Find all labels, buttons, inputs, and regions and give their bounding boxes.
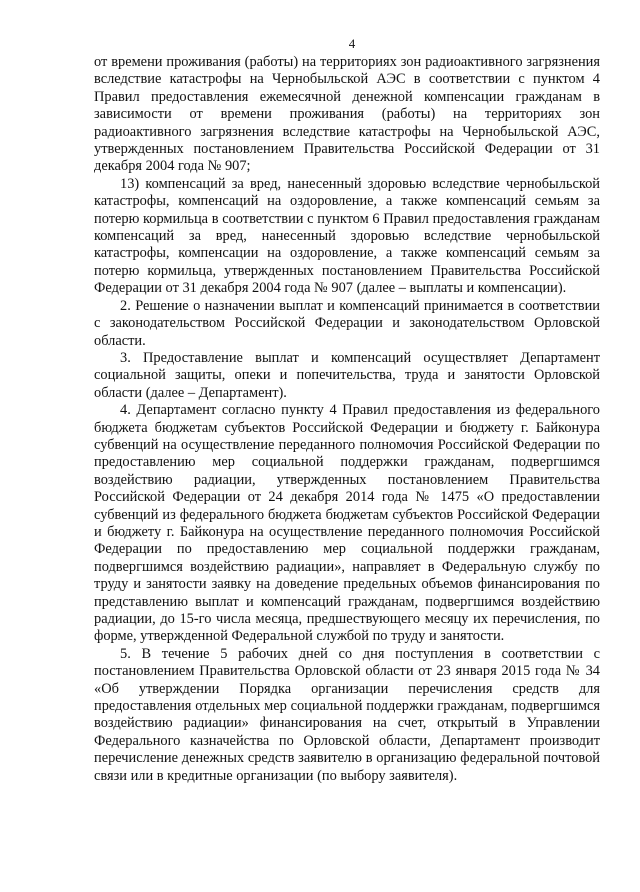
paragraph-section-3: 3. Предоставление выплат и компенсаций осуществляет Департамент социальной защиты, опеки и попечительства, труда и занятости Орловской области (далее – Департамент). [94, 349, 600, 401]
paragraph-section-4: 4. Департамент согласно пункту 4 Правил предоставления из федерального бюджета бюджетам субъектов Российской Федерации и бюджету г. Байконура субвенций на осуществление переданного полномочия Российской Федерации по предоставлению мер социальной поддержки гражданам, подвергшимся воздействию радиации, утвержденных постановлением Правительства Российской Федерации от 24 декабря 2014 года № 1475 «О предоставлении субвенций из федерального бюджета бюджетам субъектов Российской Федерации и бюджету г. Байконура на осуществление переданного полномочия Российской Федерации по предоставлению мер социальной поддержки гражданам, подвергшимся воздействию радиации», направляет в Федеральную службу по труду и занятости заявку на доведение предельных объемов финансирования по представлению выплат и компенсаций гражданам, подвергшимся воздействию радиации, до 15-го числа месяца, предшествующего месяцу их перечисления, по форме, утвержденной Федеральной службой по труду и занятости. [94, 402, 600, 645]
paragraph-section-5: 5. В течение 5 рабочих дней со дня поступления в соответствии с постановлением Правительства Орловской области от 23 января 2015 года № 34 «Об утверждении Порядка организации перечисления средств для предоставления отдельных мер социальной поддержки гражданам, подвергшимся воздействию радиации» финансирования на счет, открытый в Управлении Федерального казначейства по Орловской области, Департамент производит перечисление денежных средств заявителю в организацию федеральной почтовой связи или в кредитные организации (по выбору заявителя). [94, 645, 600, 784]
page-number: 4 [348, 36, 356, 51]
paragraph-continuation: от времени проживания (работы) на территориях зон радиоактивного загрязнения вследствие катастрофы на Чернобыльской АЭС в соответствии с пунктом 4 Правил предоставления ежемесячной денежной компенсации гражданам в зависимости от времени проживания (работы) на территориях зон радиоактивного загрязнения вследствие катастрофы на Чернобыльской АЭС, утвержденных постановлением Правительства Российской Федерации от 31 декабря 2004 года № 907; [94, 54, 600, 175]
paragraph-section-2: 2. Решение о назначении выплат и компенсаций принимается в соответствии с законодательством Российской Федерации и законодательством Орловской области. [94, 297, 600, 349]
paragraph-item-13: 13) компенсаций за вред, нанесенный здоровью вследствие чернобыльской катастрофы, компенсаций на оздоровление, а также компенсаций семьям за потерю кормильца в соответствии с пунктом 6 Правил предоставления гражданам компенсаций за вред, нанесенный здоровью вследствие чернобыльской катастрофы, компенсации на оздоровление, а также компенсаций семьям за потерю кормильца, утвержденных постановлением Правительства Российской Федерации от 31 декабря 2004 года № 907 (далее – выплаты и компенсации). [94, 175, 600, 297]
